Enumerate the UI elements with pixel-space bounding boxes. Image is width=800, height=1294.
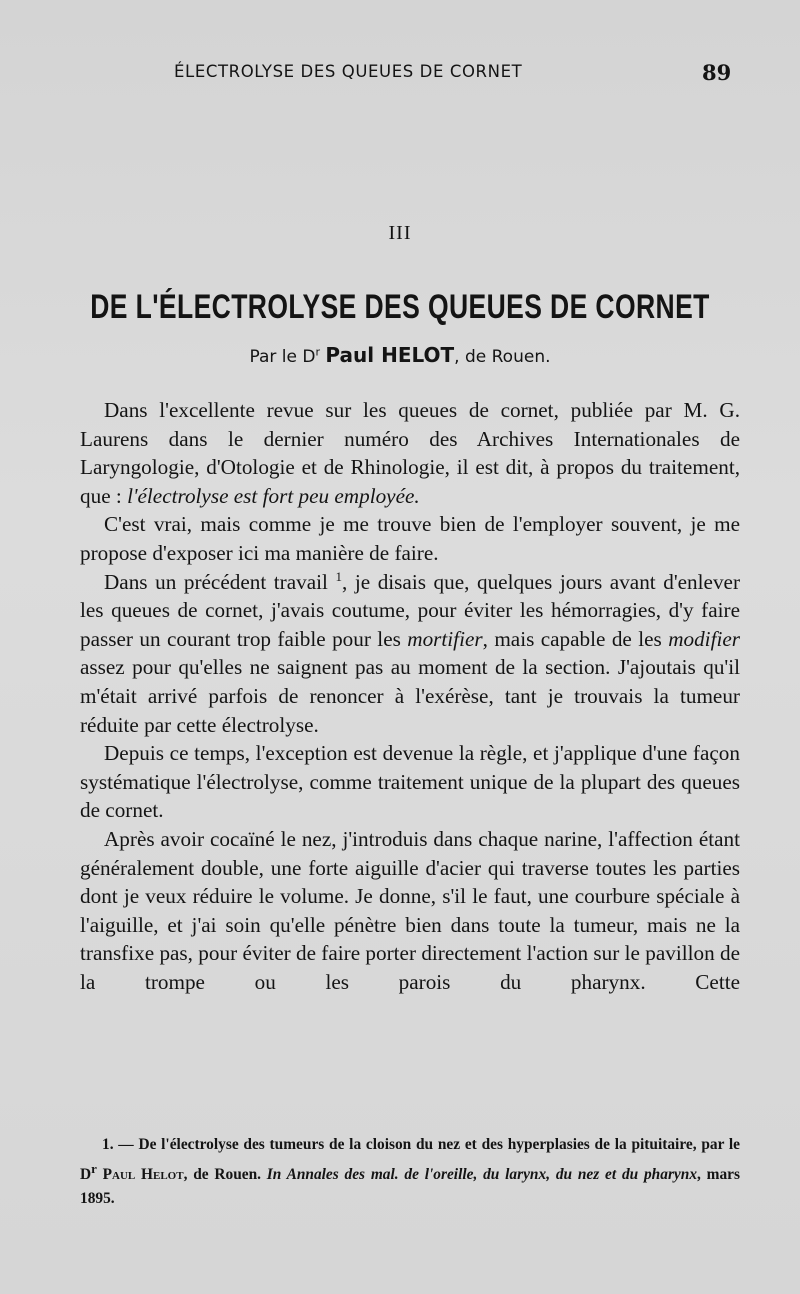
footnote-sup: r [91, 1162, 97, 1176]
paragraph-3-text-a: Dans un précédent travail [104, 569, 336, 594]
paragraph-2: C'est vrai, mais comme je me trouve bien de l'employer souvent, je me propose d'exposer ici ma manière de faire. [80, 512, 740, 565]
paragraph-3-emphasis-2: modifier [668, 626, 740, 651]
paragraph-3 [80, 568, 740, 740]
paragraph-3-emphasis-1: mortifier [407, 626, 483, 651]
byline-suffix: , de Rouen. [454, 347, 551, 367]
paragraph-4: Depuis ce temps, l'exception est devenue la règle, et j'applique d'une façon systématique l'électrolyse, comme traitement unique de la plupart des queues de cornet. [80, 741, 740, 823]
article-title: DE L'ÉLECTROLYSE DES QUEUES DE CORNET [90, 288, 710, 326]
paragraph-5: Après avoir cocaïné le nez, j'introduis dans chaque narine, l'affection étant généralement double, une forte aiguille d'acier qui traverse toutes les parties dont je veux réduire le volume. Je donne, s'il le faut, une courbure spéciale à l'aiguille, et j'ai soin qu'elle pénètre bien dans toute la tumeur, mais ne la transfixe pas, pour éviter de faire porter directement l'action sur le pavillon de la trompe ou les parois du pharynx. Cette [80, 826, 740, 994]
footnote-reference: 1 [335, 568, 342, 584]
running-title: ÉLECTROLYSE DES QUEUES DE CORNET [174, 62, 523, 81]
paragraph-3-text-c: , mais capable de les [482, 626, 669, 651]
author-name: Paul HELOT [325, 343, 455, 367]
footnote-text-a: 1. — De l'électrolyse des tumeurs de la cloison du nez et des hyperplasies de la pituitaire, par le D [80, 1136, 740, 1184]
byline-prefix: Par le D [249, 347, 316, 367]
footnote-journal: In Annales des mal. de l'oreille, du larynx, du nez et du pharynx [266, 1166, 698, 1184]
page-number: 89 [702, 60, 732, 85]
paragraph-1-emphasis: l'électrolyse est fort peu employée. [127, 483, 420, 508]
paragraph-3-text-d: assez pour qu'elles ne saignent pas au moment de la section. J'ajoutais qu'il m'était arrivé parfois de renoncer à l'exérèse, tant je trouvais la tumeur réduite par cette électrolyse. [80, 655, 740, 737]
footnote [80, 1133, 740, 1211]
paragraph-1 [80, 396, 740, 510]
byline-sup: r [315, 345, 321, 359]
footnote-text-c: , mars 1895. [80, 1166, 740, 1208]
paragraph-1-text: Dans l'excellente revue sur les queues de cornet, publiée par M. G. Laurens dans le dernier numéro des Archives Internationales de Laryngologie, d'Otologie et de Rhinologie, il est dit, à propos du traitement, que : [80, 398, 740, 508]
body-text [80, 396, 740, 996]
running-head [0, 62, 800, 92]
footnote-author: Paul Helot [96, 1166, 184, 1184]
section-numeral: III [388, 222, 412, 244]
byline [0, 343, 800, 367]
footnote-text-b: , de Rouen. [183, 1166, 267, 1184]
paragraph-3-text-b: , je disais que, quelques jours avant d'enlever les queues de cornet, j'avais coutume, pour éviter les hémorragies, d'y faire passer un courant trop faible pour les [80, 569, 740, 651]
footnote-1 [80, 1133, 740, 1211]
